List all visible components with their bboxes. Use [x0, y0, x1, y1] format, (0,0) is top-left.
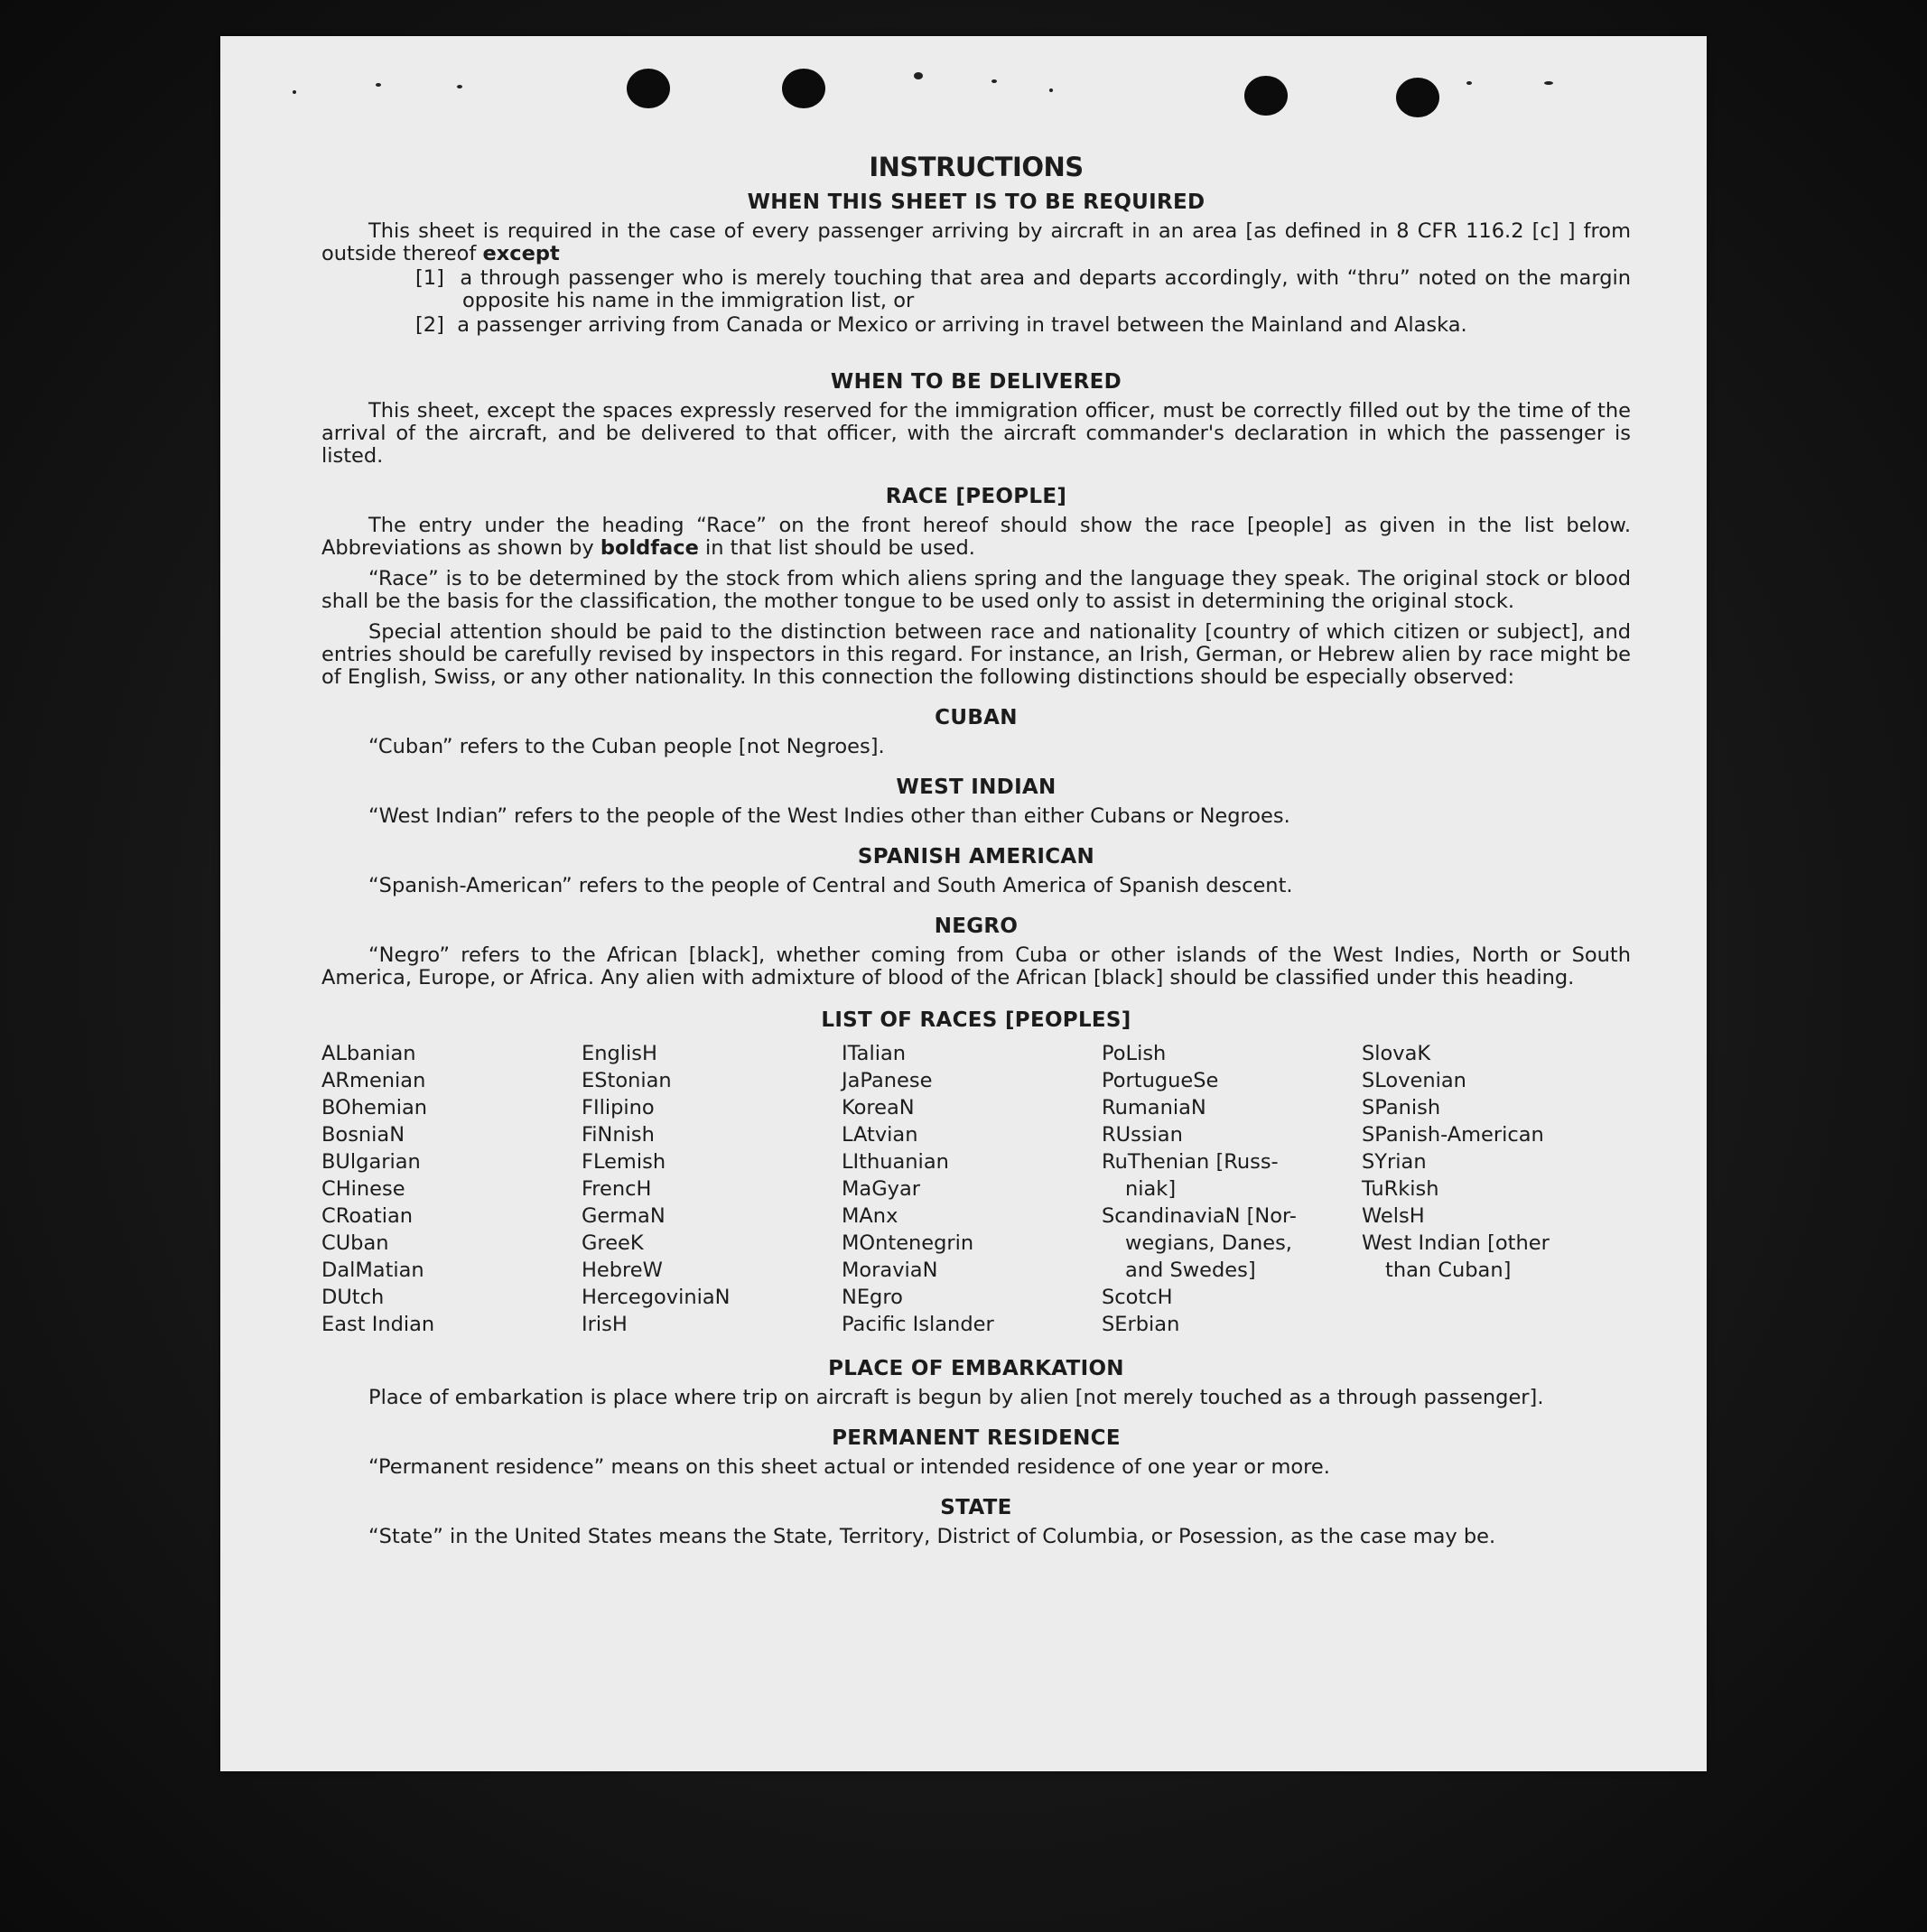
- race-item: ITalian: [842, 1042, 906, 1065]
- race-item: FrencH: [582, 1177, 652, 1201]
- race-item: FiNnish: [582, 1123, 655, 1147]
- scan-speck: [293, 90, 296, 94]
- scan-speck: [1466, 81, 1472, 85]
- exception-item: [321, 314, 1631, 337]
- race-item: Pacific Islander: [842, 1313, 994, 1336]
- race-item: BosniaN: [321, 1123, 405, 1147]
- scan-speck: [914, 72, 923, 79]
- race-paragraph-2: “Race” is to be determined by the stock from which aliens spring and the language they speak. The original stock or blood shall be the basis for the classification, the mother tongue to be used only to assist in determining the original stock.: [321, 567, 1631, 613]
- race-item: KoreaN: [842, 1096, 915, 1119]
- race-item: MaGyar: [842, 1177, 920, 1201]
- race-item: SPanish: [1362, 1096, 1441, 1119]
- race-item-continuation: and Swedes]: [1125, 1259, 1256, 1282]
- scan-speck: [1544, 81, 1553, 85]
- race-item: MOntenegrin: [842, 1231, 974, 1255]
- race-item: GermaN: [582, 1204, 666, 1228]
- race-item: TuRkish: [1362, 1177, 1439, 1201]
- race-item: CHinese: [321, 1177, 405, 1201]
- race-item: RuThenian [Russ-: [1102, 1150, 1279, 1174]
- west-indian-text: “West Indian” refers to the people of the West Indies other than either Cubans or Negroes.: [368, 804, 1290, 828]
- race-item: WelsH: [1362, 1204, 1425, 1228]
- race-item: HebreW: [582, 1259, 663, 1282]
- race-column: [582, 1040, 842, 1338]
- race-item: CUban: [321, 1231, 389, 1255]
- document-content: [321, 152, 1631, 1548]
- race-item: CRoatian: [321, 1204, 414, 1228]
- race-item: SPanish-American: [1362, 1123, 1544, 1147]
- scan-speck: [1049, 88, 1053, 92]
- cuban-text: “Cuban” refers to the Cuban people [not Negroes].: [368, 735, 885, 758]
- section-heading-required: WHEN THIS SHEET IS TO BE REQUIRED: [747, 190, 1206, 214]
- section-heading-west-indian: WEST INDIAN: [896, 776, 1057, 799]
- race-item: DalMatian: [321, 1259, 424, 1282]
- residence-text: “Permanent residence” means on this sheet actual or intended residence of one year or more.: [368, 1455, 1330, 1479]
- race-p1-start: The entry under the heading “Race” on the front hereof should show the race [people] as given in the list below. Abbreviations as shown by: [321, 514, 1631, 560]
- required-intro-except: except: [482, 242, 560, 265]
- race-item: RUssian: [1102, 1123, 1183, 1147]
- exception-number: [1]: [415, 266, 444, 290]
- section-heading-state: STATE: [940, 1496, 1012, 1519]
- race-item: SLovenian: [1362, 1069, 1466, 1092]
- race-paragraph-1: [321, 515, 1631, 560]
- section-heading-list-of-races: LIST OF RACES [PEOPLES]: [821, 1008, 1131, 1032]
- race-item-continuation: wegians, Danes,: [1125, 1231, 1292, 1255]
- race-list: [321, 1040, 1631, 1338]
- exception-item: [321, 267, 1631, 312]
- embarkation-text: Place of embarkation is place where trip on aircraft is begun by alien [not merely touched as a through passenger].: [368, 1386, 1544, 1409]
- negro-text: “Negro” refers to the African [black], whether coming from Cuba or other islands of the West Indies, North or South America, Europe, or Africa. Any alien with admixture of blood of the African [black] should be classified under this heading.: [321, 943, 1631, 989]
- state-text: “State” in the United States means the State, Territory, District of Columbia, or Posession, as the case may be.: [368, 1525, 1496, 1548]
- race-item: ARmenian: [321, 1069, 426, 1092]
- race-item: BUlgarian: [321, 1150, 421, 1174]
- section-heading-negro: NEGRO: [934, 915, 1019, 938]
- race-column: [1102, 1040, 1362, 1338]
- exception-number: [2]: [415, 313, 444, 337]
- scan-speck: [376, 83, 381, 87]
- race-item: BOhemian: [321, 1096, 428, 1119]
- race-item: ScotcH: [1102, 1286, 1173, 1309]
- section-heading-residence: PERMANENT RESIDENCE: [832, 1426, 1121, 1450]
- race-item: PoLish: [1102, 1042, 1167, 1065]
- race-item: LIthuanian: [842, 1150, 949, 1174]
- race-item: PortugueSe: [1102, 1069, 1219, 1092]
- race-item: MoraviaN: [842, 1259, 938, 1282]
- race-column: [321, 1040, 582, 1338]
- race-item: SErbian: [1102, 1313, 1180, 1336]
- race-item: LAtvian: [842, 1123, 918, 1147]
- page-title: INSTRUCTIONS: [869, 152, 1084, 182]
- race-item: RumaniaN: [1102, 1096, 1206, 1119]
- race-item: SYrian: [1362, 1150, 1427, 1174]
- section-heading-race: RACE [PEOPLE]: [885, 485, 1067, 508]
- race-paragraph-3: Special attention should be paid to the distinction between race and nationality [country of which citizen or subject], and entries should be carefully revised by inspectors in this regard. For instance, an Irish, German, or Hebrew alien by race might be of English, Swiss, or any other nationality. In this connection the following distinctions should be especially observed:: [321, 620, 1631, 689]
- punch-hole: [1396, 78, 1439, 117]
- section-heading-cuban: CUBAN: [935, 706, 1018, 729]
- scan-speck: [457, 85, 462, 88]
- race-item: East Indian: [321, 1313, 435, 1336]
- race-item: MAnx: [842, 1204, 898, 1228]
- race-item: EnglisH: [582, 1042, 657, 1065]
- race-item: FIlipino: [582, 1096, 655, 1119]
- race-item: IrisH: [582, 1313, 628, 1336]
- section-heading-spanish-american: SPANISH AMERICAN: [857, 845, 1095, 868]
- race-item: ALbanian: [321, 1042, 416, 1065]
- section-heading-delivered: WHEN TO BE DELIVERED: [830, 370, 1122, 394]
- race-item-continuation: niak]: [1125, 1177, 1177, 1201]
- required-intro: [321, 220, 1631, 265]
- race-column: [842, 1040, 1102, 1338]
- race-item: NEgro: [842, 1286, 903, 1309]
- delivered-text: This sheet, except the spaces expressly reserved for the immigration officer, must be correctly filled out by the time of the arrival of the aircraft, and be delivered to that officer, with the aircraft commander's declaration in which the passenger is listed.: [321, 399, 1631, 468]
- required-intro-text: This sheet is required in the case of every passenger arriving by aircraft in an area [as defined in 8 CFR 116.2 [c] ] from outside thereof: [321, 219, 1631, 265]
- race-item: ScandinaviaN [Nor-: [1102, 1204, 1297, 1228]
- race-item: EStonian: [582, 1069, 672, 1092]
- spanish-american-text: “Spanish-American” refers to the people of Central and South America of Spanish descent.: [368, 874, 1293, 897]
- section-heading-embarkation: PLACE OF EMBARKATION: [828, 1357, 1124, 1380]
- race-item: FLemish: [582, 1150, 666, 1174]
- race-p1-end: in that list should be used.: [704, 536, 975, 560]
- race-item: GreeK: [582, 1231, 644, 1255]
- race-p1-boldface: boldface: [600, 536, 699, 560]
- punch-hole: [782, 69, 825, 108]
- race-item-continuation: than Cuban]: [1385, 1259, 1512, 1282]
- race-item: DUtch: [321, 1286, 385, 1309]
- race-item: West Indian [other: [1362, 1231, 1550, 1255]
- scan-speck: [991, 79, 997, 83]
- punch-hole: [1244, 76, 1288, 116]
- punch-hole: [627, 69, 670, 108]
- exception-text: a passenger arriving from Canada or Mexico or arriving in travel between the Mainland and Alaska.: [457, 313, 1467, 337]
- race-column: [1362, 1040, 1622, 1338]
- exception-text: a through passenger who is merely touching that area and departs accordingly, with “thru” noted on the margin opposite his name in the immigration list, or: [460, 266, 1631, 312]
- race-item: SlovaK: [1362, 1042, 1431, 1065]
- race-item: JaPanese: [842, 1069, 933, 1092]
- race-item: HercegoviniaN: [582, 1286, 731, 1309]
